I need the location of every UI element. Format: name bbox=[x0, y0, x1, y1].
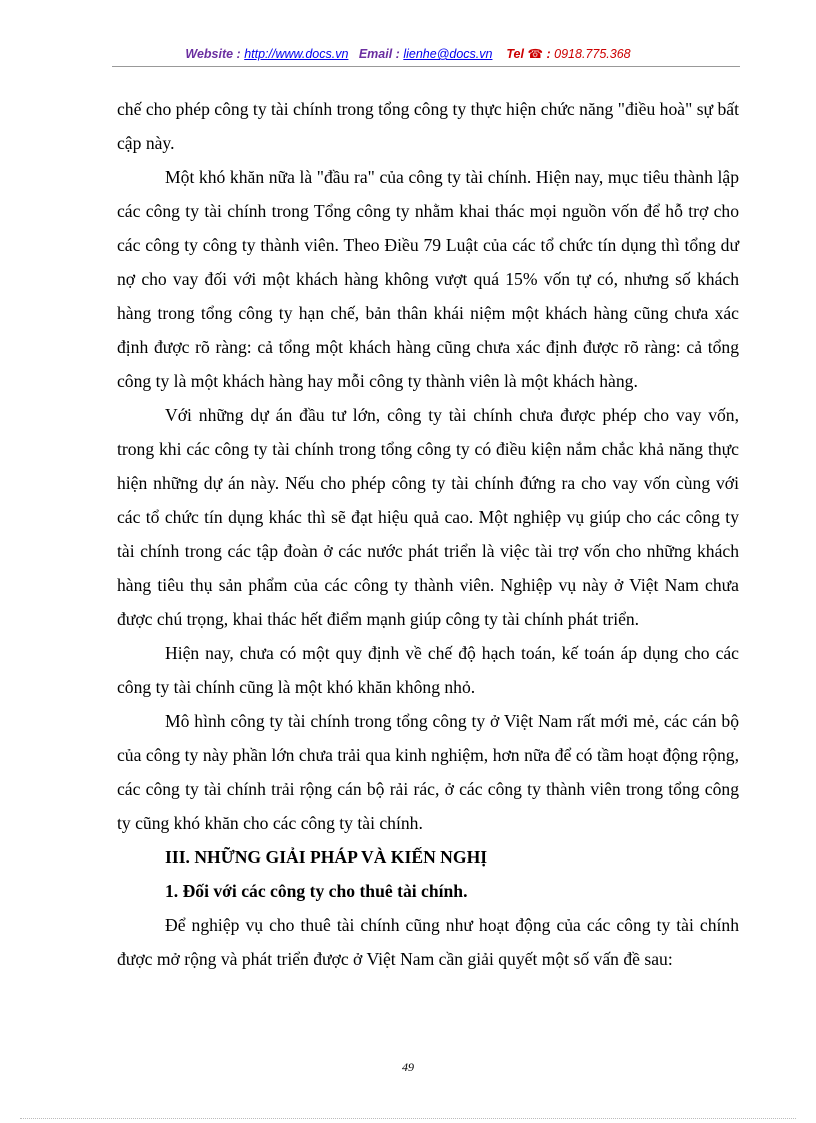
header-divider bbox=[112, 66, 740, 67]
paragraph: Để nghiệp vụ cho thuê tài chính cũng như hoạt động của các công ty tài chính được mở rộng và phát triển được ở Việt Nam cần giải quyết một số vấn đề sau: bbox=[117, 915, 739, 969]
subsection-heading: 1. Đối với các công ty cho thuê tài chính. bbox=[165, 881, 468, 901]
website-label: Website : bbox=[185, 47, 241, 61]
paragraph: chế cho phép công ty tài chính trong tổng công ty thực hiện chức năng "điều hoà" sự bất cập này. bbox=[117, 99, 739, 153]
footer-divider bbox=[20, 1118, 796, 1119]
tel-number: 0918.775.368 bbox=[554, 47, 631, 61]
tel-label: Tel ☎ : bbox=[506, 47, 551, 61]
page-header bbox=[0, 46, 816, 61]
paragraph: Với những dự án đầu tư lớn, công ty tài chính chưa được phép cho vay vốn, trong khi các công ty tài chính trong tổng công ty có điều kiện nắm chắc khả năng thực hiện những dự án này. Nếu cho phép công ty tài chính đứng ra cho vay vốn cùng với các tổ chức tín dụng khác thì sẽ đạt hiệu quả cao. Một nghiệp vụ giúp cho các công ty tài chính trong các tập đoàn ở các nước phát triển là việc tài trợ vốn cho những khách hàng tiêu thụ sản phẩm của các công ty thành viên. Nghiệp vụ này ở Việt Nam chưa được chú trọng, khai thác hết điểm mạnh giúp công ty tài chính phát triển. bbox=[117, 405, 739, 629]
document-body bbox=[117, 92, 739, 976]
paragraph: Một khó khăn nữa là "đầu ra" của công ty tài chính. Hiện nay, mục tiêu thành lập các công ty tài chính trong Tổng công ty nhằm khai thác mọi nguồn vốn để hỗ trợ cho các công ty công ty thành viên. Theo Điều 79 Luật của các tổ chức tín dụng thì tổng dư nợ cho vay đối với một khách hàng không vượt quá 15% vốn tự có, nhưng số khách hàng trong tổng công ty hạn chế, bản thân khái niệm một khách hàng cũng chưa xác định được rõ ràng: cả tổng một khách hàng cũng chưa xác định được rõ ràng: cả tổng công ty là một khách hàng hay mỗi công ty thành viên là một khách hàng. bbox=[117, 167, 739, 391]
paragraph: Mô hình công ty tài chính trong tổng công ty ở Việt Nam rất mới mẻ, các cán bộ của công ty này phần lớn chưa trải qua kinh nghiệm, hơn nữa để có tầm hoạt động rộng, các công ty tài chính trải rộng cán bộ rải rác, ở các công ty thành viên trong tổng công ty cũng khó khăn cho các công ty tài chính. bbox=[117, 711, 739, 833]
website-link[interactable]: http://www.docs.vn bbox=[244, 47, 349, 61]
section-heading: III. NHỮNG GIẢI PHÁP VÀ KIẾN NGHỊ bbox=[165, 847, 488, 867]
page-number: 49 bbox=[402, 1060, 414, 1074]
email-label: Email : bbox=[358, 47, 400, 61]
email-link[interactable]: lienhe@docs.vn bbox=[403, 47, 493, 61]
paragraph: Hiện nay, chưa có một quy định về chế độ hạch toán, kế toán áp dụng cho các công ty tài chính cũng là một khó khăn không nhỏ. bbox=[117, 643, 739, 697]
